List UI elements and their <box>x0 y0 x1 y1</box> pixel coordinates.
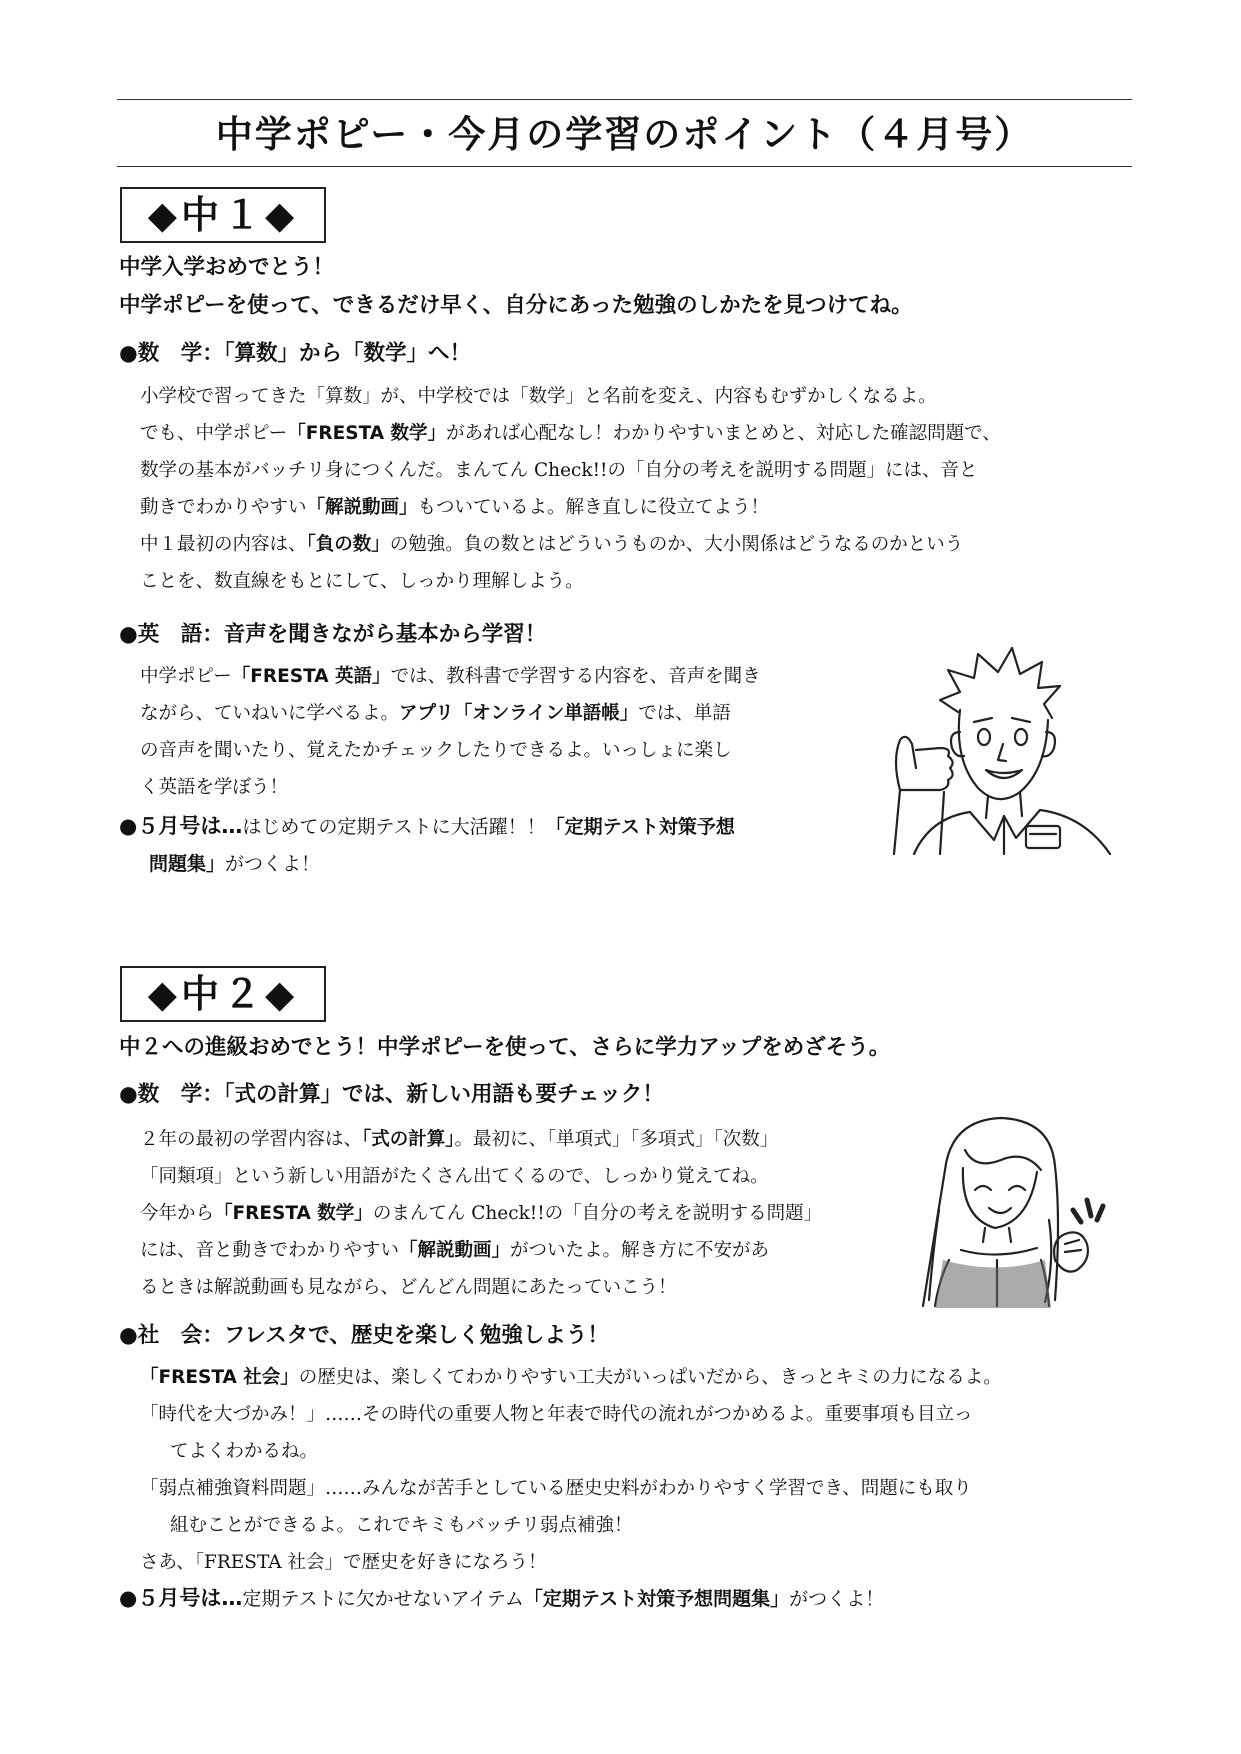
grade2-social-paragraph <box>140 1359 1002 1581</box>
grade1-math-heading: ●数 学：「算数」から「数学」へ！ <box>119 341 472 366</box>
grade2-math-line4: には、音と動きでわかりやすい「解説動画」がついたよ。解き方に不安があ <box>140 1240 770 1261</box>
grade1-math-line2: でも、中学ポピー「FRESTA 数学」があれば心配なし！わかりやすいまとめと、対応した確認問題で、 <box>140 423 1001 444</box>
grade2-social-heading: ●社 会：フレスタで、歴史を楽しく勉強しよう！ <box>119 1323 609 1348</box>
grade2-math-line5: るときは解説動画も見ながら、どんどん問題にあたっていこう！ <box>140 1277 677 1298</box>
grade1-next-issue: ●５月号は…はじめての定期テストに大活躍！！「定期テスト対策予想 問題集」がつくよ！ <box>119 814 735 875</box>
grade2-social-line2: 「時代を大づかみ！」……その時代の重要人物と年表で時代の流れがつかめるよ。重要事項も目立っ <box>140 1404 973 1425</box>
next-issue-label: ●５月号は… <box>119 814 243 838</box>
grade2-social-line1: 「FRESTA 社会」の歴史は、楽しくてわかりやすい工夫がいっぱいだから、きっとキミの力になるよ。 <box>140 1367 1002 1388</box>
boy-thumbs-up-illustration <box>870 640 1120 855</box>
grade1-math-line5: 中１最初の内容は、「負の数」の勉強。負の数とはどういうものか、大小関係はどうなるのかという <box>140 534 964 555</box>
grade1-math-line1: 小学校で習ってきた「算数」が、中学校では「数学」と名前を変え、内容もむずかしくなるよ。 <box>140 386 937 407</box>
grade2-math-line3: 今年から「FRESTA 数学」のまんてん Check!!の「自分の考えを説明する問題」 <box>140 1203 823 1224</box>
grade2-social-line3: てよくわかるね。 <box>170 1441 319 1462</box>
grade1-badge: ◆中１◆ <box>120 187 326 243</box>
grade2-math-heading: ●数 学：「式の計算」では、新しい用語も要チェック！ <box>119 1082 664 1107</box>
grade1-math-line4: 動きでわかりやすい「解説動画」もついているよ。解き直しに役立てよう！ <box>140 497 770 518</box>
grade1-english-line1: 中学ポピー「FRESTA 英語」では、教科書で学習する内容を、音声を聞き <box>140 666 761 687</box>
grade2-intro-line1: 中２への進級おめでとう！中学ポピーを使って、さらに学力アップをめざそう。 <box>119 1035 891 1060</box>
grade1-math-paragraph <box>140 378 1001 600</box>
grade1-intro-line1: 中学入学おめでとう！ <box>119 255 335 280</box>
grade1-english-line4: く英語を学ぼう！ <box>140 777 289 798</box>
grade2-math-line2: 「同類項」という新しい用語がたくさん出てくるので、しっかり覚えてね。 <box>140 1166 769 1187</box>
grade2-math-paragraph <box>140 1121 822 1306</box>
girl-cheering-illustration <box>905 1110 1115 1310</box>
grade1-english-heading: ●英 語：音声を聞きながら基本から学習！ <box>119 622 547 647</box>
grade1-english-line2: ながら、ていねいに学べるよ。アプリ「オンライン単語帳」では、単語 <box>140 703 731 724</box>
grade1-math-line6: ことを、数直線をもとにして、しっかり理解しよう。 <box>140 571 584 592</box>
grade2-math-line1: ２年の最初の学習内容は、「式の計算」。最初に、「単項式」「多項式」「次数」 <box>140 1129 779 1150</box>
grade2-social-line6: さあ、「FRESTA 社会」で歴史を好きになろう！ <box>140 1552 547 1573</box>
grade2-next-issue: ●５月号は…定期テストに欠かせないアイテム「定期テスト対策予想問題集」がつくよ！ <box>119 1586 885 1610</box>
grade2-badge: ◆中２◆ <box>120 966 326 1022</box>
grade1-english-line3: の音声を聞いたり、覚えたかチェックしたりできるよ。いっしょに楽し <box>140 740 732 761</box>
page-title: 中学ポピー・今月の学習のポイント（４月号） <box>215 113 1034 156</box>
grade1-english-paragraph <box>140 658 761 806</box>
title-bottom-rule <box>117 166 1132 167</box>
title-top-rule <box>117 99 1132 100</box>
grade2-social-line5: 組むことができるよ。これでキミもバッチリ弱点補強！ <box>170 1515 633 1536</box>
grade1-intro-line2: 中学ポピーを使って、できるだけ早く、自分にあった勉強のしかたを見つけてね。 <box>119 293 913 318</box>
grade2-social-line4: 「弱点補強資料問題」……みんなが苦手としている歴史史料がわかりやすく学習でき、問題にも取り <box>140 1478 972 1499</box>
grade1-math-line3: 数学の基本がバッチリ身につくんだ。まんてん Check!!の「自分の考えを説明する問題」には、音と <box>140 460 978 481</box>
next-issue-label-2: ●５月号は… <box>119 1586 243 1610</box>
